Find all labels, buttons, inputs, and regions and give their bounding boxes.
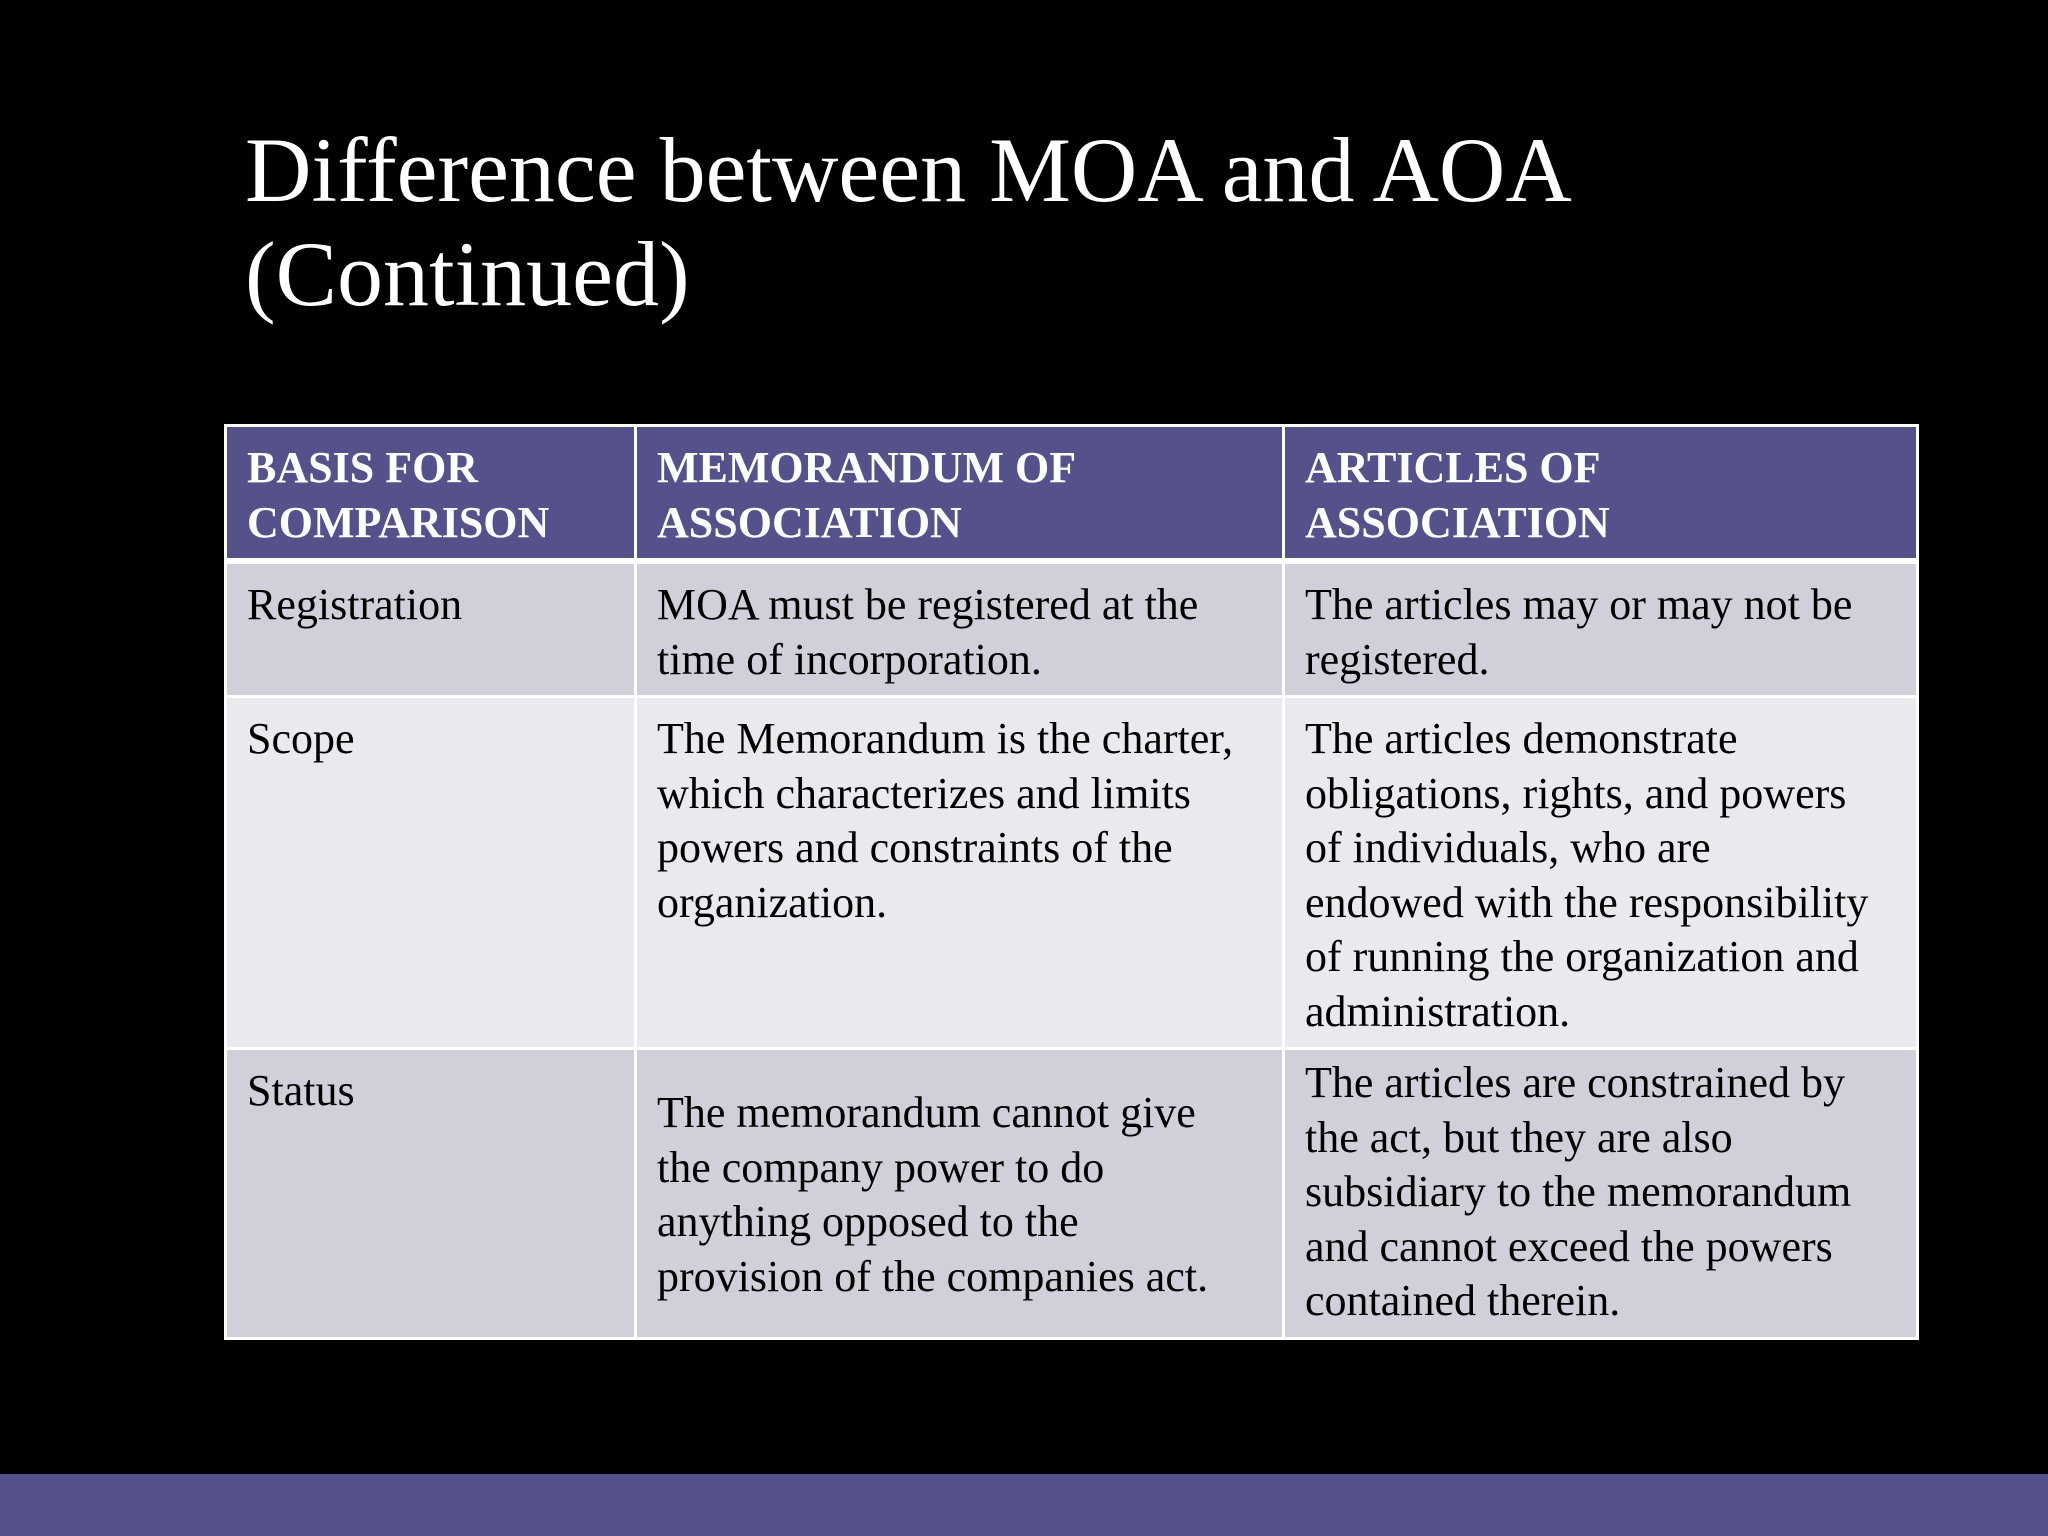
slide-title [245, 118, 1945, 326]
table-row-scope [226, 697, 1918, 1049]
cell-aoa-registration: The articles may or may not be registered. [1284, 561, 1918, 697]
cell-moa-scope: The Memorandum is the charter, which characterizes and limits powers and constraints of the organization. [636, 697, 1284, 1049]
cell-moa-registration: MOA must be registered at the time of incorporation. [636, 561, 1284, 697]
cell-basis-registration: Registration [226, 561, 636, 697]
comparison-table [224, 424, 1919, 1340]
slide-title-line-2: (Continued) [245, 223, 690, 325]
cell-aoa-scope: The articles demonstrate obligations, rights, and powers of individuals, who are endowed with the responsibility of running the organization and administration. [1284, 697, 1918, 1049]
table-row-status [226, 1049, 1918, 1339]
cell-aoa-status: The articles are constrained by the act, but they are also subsidiary to the memorandum and cannot exceed the powers contained therein. [1284, 1049, 1918, 1339]
cell-basis-status: Status [226, 1049, 636, 1339]
cell-moa-status: The memorandum cannot give the company power to do anything opposed to the provision of the companies act. [636, 1049, 1284, 1339]
table-row-registration [226, 561, 1918, 697]
header-articles-of-association: ARTICLES OF ASSOCIATION [1284, 426, 1918, 562]
footer-accent-bar [0, 1474, 2048, 1536]
cell-basis-scope: Scope [226, 697, 636, 1049]
header-memorandum-of-association: MEMORANDUM OF ASSOCIATION [636, 426, 1284, 562]
header-basis-for-comparison: BASIS FOR COMPARISON [226, 426, 636, 562]
table-header-row [226, 426, 1918, 562]
slide-title-line-1: Difference between MOA and AOA [245, 119, 1572, 221]
